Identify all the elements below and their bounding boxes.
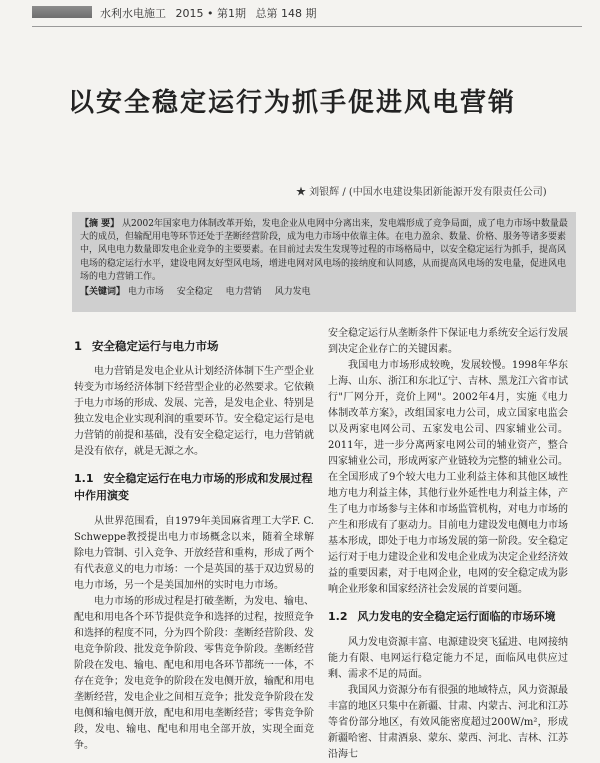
article-title: 以安全稳定运行为抓手促进风电营销 — [68, 88, 517, 118]
abstract-label: 【摘 要】 — [80, 219, 120, 229]
section-number: 1 — [74, 339, 83, 353]
journal-name: 水利水电施工 — [100, 7, 166, 20]
section-title: 安全稳定运行与电力市场 — [92, 339, 219, 353]
body-paragraph: 电力营销是发电企业从计划经济体制下生产型企业转变为市场经济体制下经营型企业的必然要求。它依赖于电力市场的形成、发展、完善，是发电企业、特别是独立发电企业实现利润的重要环节。安全稳定运行是电力营销的前提和基础，没有安全稳定运行，电力营销就是没有依存，就是无源之水。 — [74, 366, 314, 457]
subsection-1-2-heading — [328, 608, 568, 625]
subsection-1-1-heading — [74, 470, 314, 504]
abstract-box — [72, 212, 576, 312]
subsection-title: 安全稳定运行在电力市场的形成和发展过程中作用演变 — [74, 472, 313, 502]
keyword: 电力市场 — [127, 287, 164, 298]
keyword: 风力发电 — [274, 287, 311, 298]
author-line: ★ 刘银辉 / (中国水电建设集团新能源开发有限责任公司) — [296, 187, 547, 198]
running-header-bar — [32, 6, 92, 18]
body-paragraph: 我国风力资源分布有很强的地域特点，风力资源最丰富的地区只集中在新疆、甘肃、内蒙古、河北和江苏等省份部分地区，有效风能密度超过200W/m²，形成新疆哈密、甘肃酒泉、蒙东、蒙西、河北、吉林、江苏沿海七 — [328, 685, 568, 760]
body-paragraph: 风力发电资源丰富、电源建设突飞猛进、电网接纳能力有限、电网运行稳定能力不足，面临风电供应过剩、需求不足的局面。 — [328, 637, 568, 680]
keyword: 安全稳定 — [176, 287, 213, 298]
body-paragraph: 电力市场的形成过程是打破垄断，为发电、输电、配电和用电各个环节提供竞争和选择的过程，按照竞争和选择的程度不同，分为四个阶段：垄断经营阶段、发电竞争阶段、批发竞争阶段、零售竞争阶段。垄断经营阶段在发电、输电、配电和用电各环节都统一一体，不存在竞争；发电竞争的阶段在发电侧开放，输配和用电垄断经营，发电企业之间相互竞争；批发竞争阶段在发电侧和输电侧开放，配电和用电垄断经营；零售竞争阶段，发电、输电、配电和用电全部开放，实现全面竞争。 — [74, 596, 314, 751]
body-paragraph: 我国电力市场形成较晚，发展较慢。1998年华东上海、山东、浙江和东北辽宁、吉林、黑龙江六省市试行"厂网分开，竞价上网"。2002年4月，实施《电力体制改革方案》，改组国家电力公司，成立国家电监会以及两家电网公司、五家发电公司、四家辅业公司。2011年，进一步分离两家电网公司的辅业资产，整合四家辅业公司，形成两家产业链较为完整的辅业公司。在全国形成了9个较大电力工业利益主体和其他区域性地方电力利益主体，其他行业外延性电力利益主体，产生了电力市场参与主体和市场监管机构，对电力市场的产生和形成有了驱动力。目前电力建设发电侧电力市场基本形成，即处于电力市场发展的第一阶段。安全稳定运行对于电力建设企业和发电企业成为决定企业经济效益的重要因素，对于电网企业，电网的安全稳定成为影响企业形象和国家经济社会发展的首要问题。 — [328, 360, 568, 595]
abstract-text: 从2002年国家电力体制改革开始，发电企业从电网中分离出来，发电端形成了竞争局面，成了电力市场中数量最大的成员，但输配用电等环节还处于垄断经营阶段，成为电力市场中依靠主体。在电力盈余、数量、价格、服务等诸多要素中，风电电力数量即发电企业竞争的主要要素。在目前过去发生发现等过程的市场格局中，以安全稳定运行为抓手，提高风电场的稳定运行水平，建设电网友好型风电场，增进电网对风电场的接纳度和认同感，从而提高风电场的发电量，促进风电场的电力营销工作。 — [80, 219, 568, 282]
subsection-title: 风力发电的安全稳定运行面临的市场环境 — [357, 610, 556, 623]
keywords-line — [80, 286, 568, 299]
header-rule — [32, 26, 582, 27]
running-header — [100, 5, 322, 21]
journal-issue: 2015 • 第1期 — [175, 7, 246, 20]
body-paragraph: 从世界范围看，自1979年美国麻省理工大学F. C. Schweppe教授提出电力市场概念以来，随着全球解除电力管制、引入竞争、开放经营和重构，形成了两个有代表意义的电力市场：一个是英国的基于双边贸易的电力市场，另一个是美国加州的实时电力市场。 — [74, 516, 314, 591]
section-1-heading — [74, 338, 314, 354]
keywords-label: 【关键词】 — [80, 287, 126, 298]
abstract-paragraph — [80, 218, 568, 284]
journal-total-issue: 总第 148 期 — [255, 7, 317, 20]
subsection-number: 1.1 — [74, 472, 94, 485]
keyword: 电力营销 — [225, 287, 262, 298]
right-column — [328, 326, 568, 763]
left-column — [74, 330, 314, 754]
subsection-number: 1.2 — [328, 610, 348, 623]
body-paragraph: 安全稳定运行从垄断条件下保证电力系统安全运行发展到决定企业存亡的关键因素。 — [328, 328, 568, 355]
